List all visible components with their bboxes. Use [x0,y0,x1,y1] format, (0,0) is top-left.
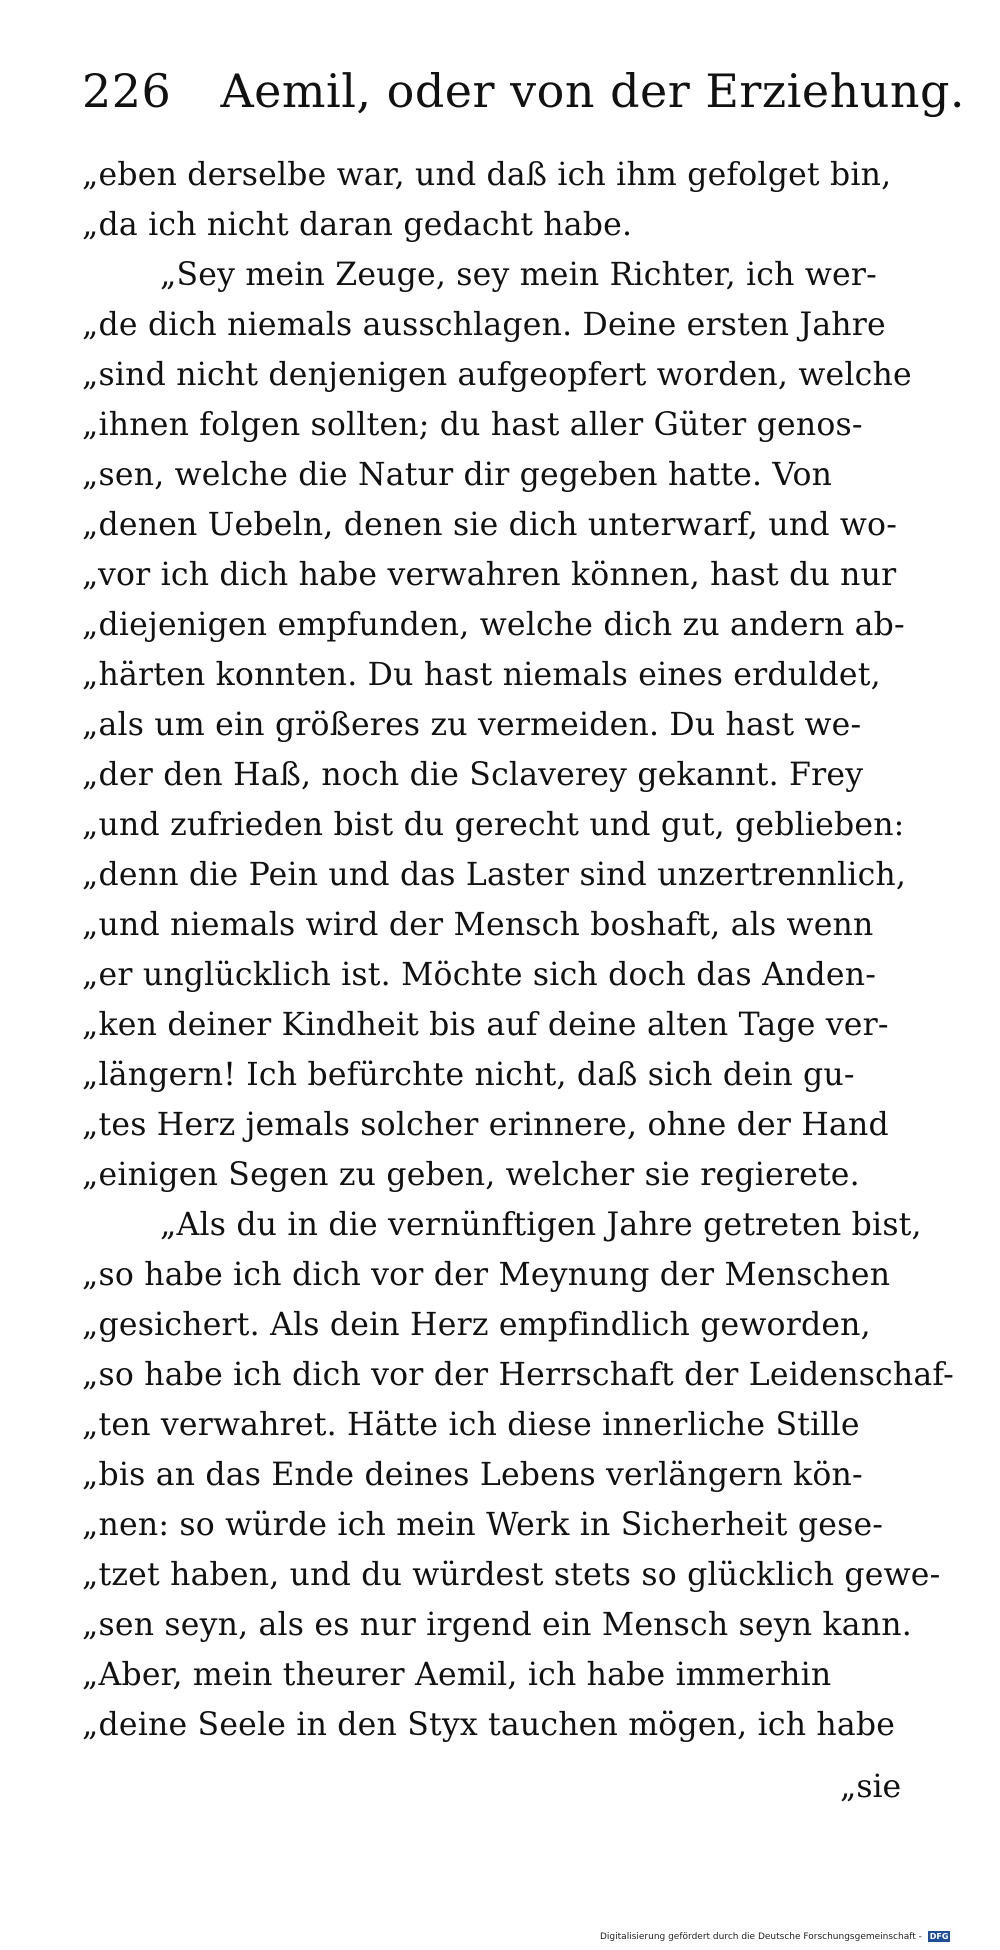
page-header [82,56,966,126]
text-line: „sind nicht denjenigen aufgeopfert worden, welche [82,357,912,393]
text-line: „eben derselbe war, und daß ich ihm gefolget bin, [82,157,892,193]
text-line: „ihnen folgen sollten; du hast aller Güter genos- [82,407,863,443]
digitization-credit [600,1930,950,1944]
text-line: „längern! Ich befürchte nicht, daß sich dein gu- [82,1057,855,1093]
catchword: „sie [840,1769,902,1805]
text-line: „so habe ich dich vor der Herrschaft der Leidenschaf- [82,1357,954,1393]
text-line: „tzet haben, und du würdest stets so glücklich gewe- [82,1557,941,1593]
text-line: „sen, welche die Natur dir gegeben hatte. Von [82,457,833,493]
text-line: „de dich niemals ausschlagen. Deine ersten Jahre [82,307,886,343]
running-title: Aemil, oder von der Erziehung. [220,64,966,118]
text-line: „so habe ich dich vor der Meynung der Menschen [82,1257,891,1293]
text-line: „der den Haß, noch die Sclaverey gekannt. Frey [82,757,864,793]
text-line: „und zufrieden bist du gerecht und gut, geblieben: [82,807,905,843]
text-line: „Aber, mein theurer Aemil, ich habe immerhin [82,1657,832,1693]
text-line: „nen: so würde ich mein Werk in Sicherheit gese- [82,1507,884,1543]
text-line: „Sey mein Zeuge, sey mein Richter, ich wer- [160,257,877,293]
text-line: „ken deiner Kindheit bis auf deine alten Tage ver- [82,1007,889,1043]
text-line: „und niemals wird der Mensch boshaft, als wenn [82,907,874,943]
text-line: „Als du in die vernünftigen Jahre getreten bist, [160,1207,922,1243]
text-line: „härten konnten. Du hast niemals eines erduldet, [82,657,881,693]
text-line: „vor ich dich habe verwahren können, hast du nur [82,557,897,593]
text-line: „denen Uebeln, denen sie dich unterwarf, und wo- [82,507,898,543]
text-line: „da ich nicht daran gedacht habe. [82,207,633,243]
text-line: „diejenigen empfunden, welche dich zu andern ab- [82,607,905,643]
text-line: „gesichert. Als dein Herz empfindlich geworden, [82,1307,871,1343]
text-line: „bis an das Ende deines Lebens verlängern kön- [82,1457,863,1493]
body-text [82,150,954,1750]
text-line: „er unglücklich ist. Möchte sich doch das Anden- [82,957,877,993]
text-line: „sen seyn, als es nur irgend ein Mensch seyn kann. [82,1607,912,1643]
credit-text: Digitalisierung gefördert durch die Deutsche Forschungsgemeinschaft - [600,1932,922,1942]
text-line: „tes Herz jemals solcher erinnere, ohne der Hand [82,1107,889,1143]
text-line: „als um ein größeres zu vermeiden. Du hast we- [82,707,862,743]
text-line: „einigen Segen zu geben, welcher sie regierete. [82,1157,860,1193]
text-line: „denn die Pein und das Laster sind unzertrennlich, [82,857,907,893]
text-line: „ten verwahret. Hätte ich diese innerliche Stille [82,1407,860,1443]
text-line: „deine Seele in den Styx tauchen mögen, ich habe [82,1707,896,1743]
page-number: 226 [82,64,172,118]
dfg-logo: DFG [929,1932,949,1941]
